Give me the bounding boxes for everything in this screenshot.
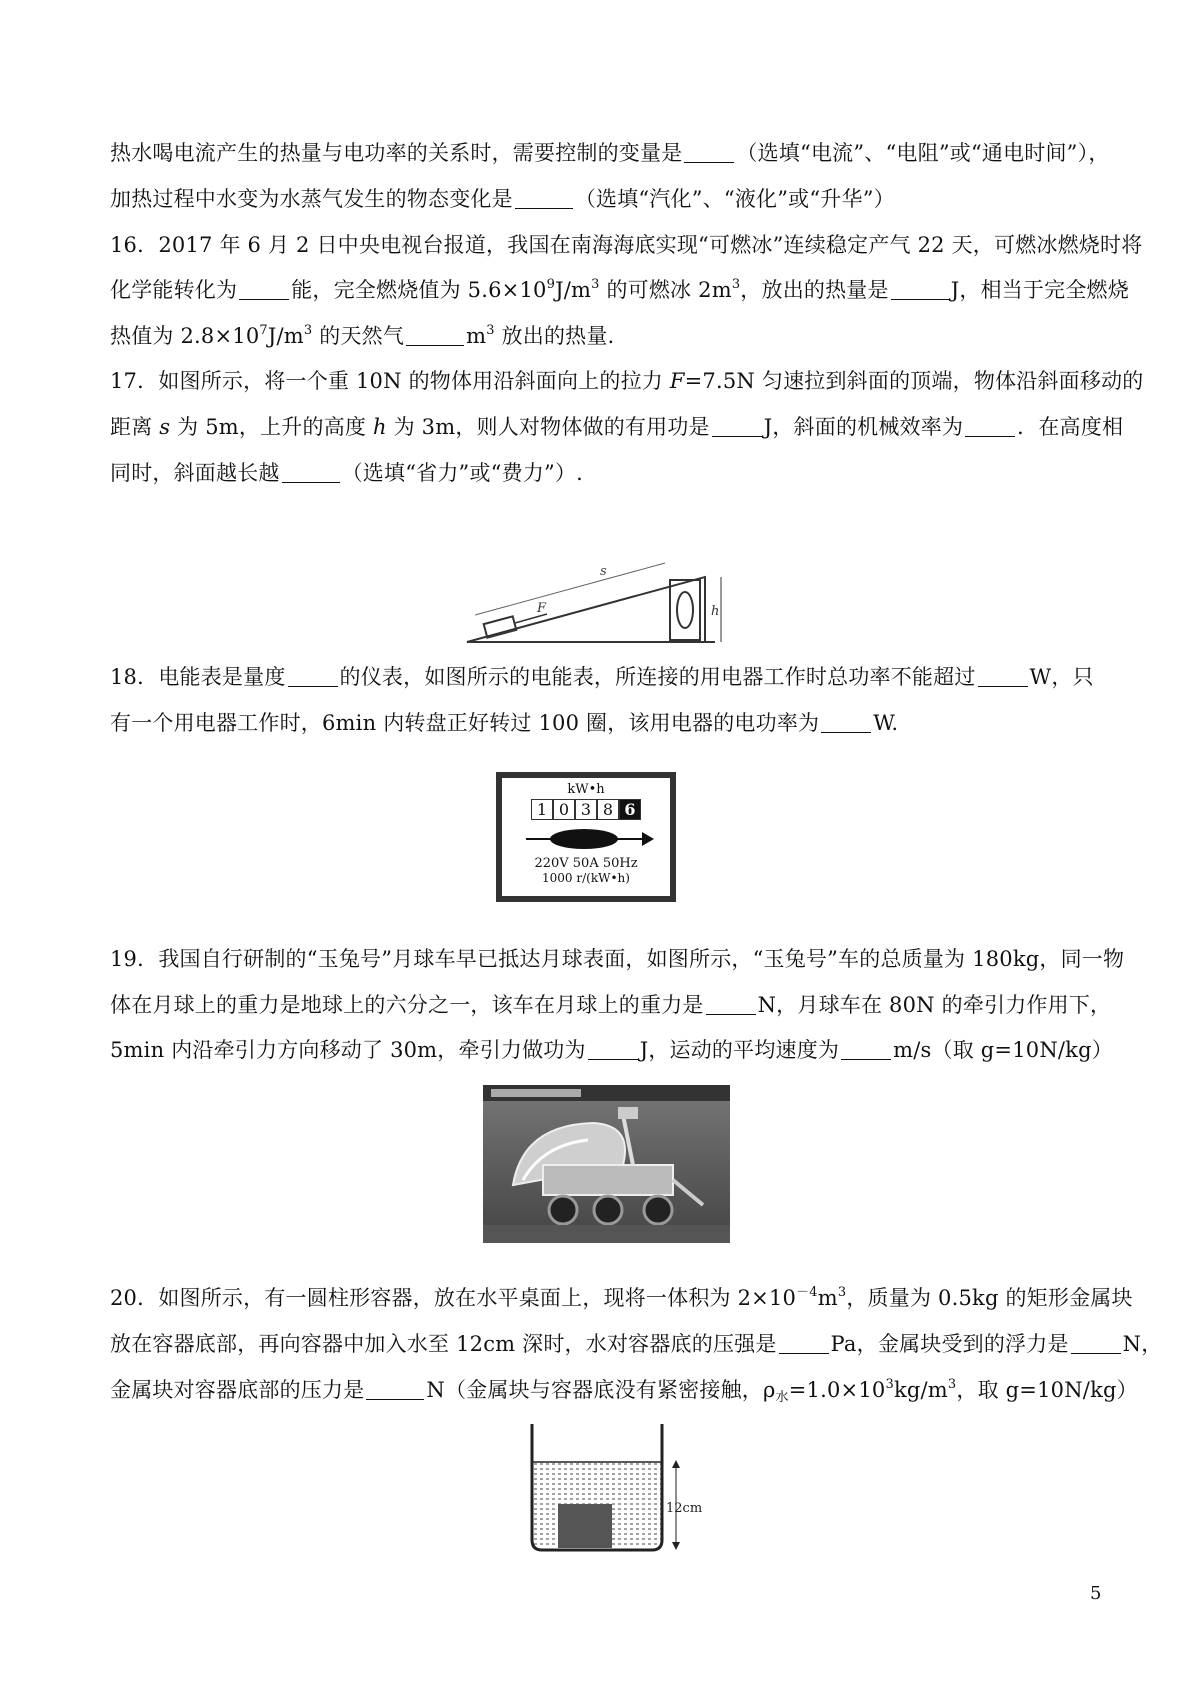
q19-text: J，运动的平均速度为 (639, 1038, 840, 1062)
answer-blank[interactable] (684, 142, 734, 163)
meter-digit: 1 (531, 799, 553, 820)
q20-text: ，质量为 0.5kg 的矩形金属块 (846, 1286, 1133, 1310)
q20-text: ，取 g=10N/kg） (956, 1378, 1138, 1402)
superscript: 3 (591, 277, 600, 292)
q20-text: 20．如图所示，有一圆柱形容器，放在水平桌面上，现将一体积为 2×10 (110, 1286, 797, 1310)
answer-blank[interactable] (1071, 1333, 1121, 1354)
q16-text: J，相当于完全燃烧 (950, 278, 1129, 302)
q17-text: 为 3m，则人对物体做的有用功是 (386, 415, 710, 439)
q18-text: 的仪表，如图所示的电能表，所连接的用电器工作时总功率不能超过 (339, 665, 976, 689)
q18-text: 18．电能表是量度 (110, 665, 286, 689)
lunar-rover-photo (483, 1085, 730, 1243)
label-s: s (600, 564, 607, 579)
q17-text: J，斜面的机械效率为 (763, 415, 964, 439)
superscript: 9 (546, 277, 556, 292)
q16-text: 热值为 2.8×10 (110, 324, 260, 348)
superscript: －4 (796, 1285, 818, 1300)
meter-disc-icon (502, 822, 670, 856)
q17-line-3 (110, 458, 583, 488)
q15-line-1 (110, 138, 1110, 168)
q16-text: 化学能转化为 (110, 278, 238, 302)
answer-blank[interactable] (821, 712, 871, 733)
meter-digit: 8 (597, 799, 619, 820)
superscript: 3 (885, 1377, 894, 1392)
q16-line-2 (110, 275, 1129, 305)
subscript: 水 (775, 1390, 789, 1405)
superscript: 3 (486, 323, 495, 338)
container-figure (528, 1422, 703, 1554)
distance-arrow-s (475, 563, 665, 615)
support-block (670, 580, 700, 640)
q16-text: J/m (555, 278, 592, 302)
meter-spec: 220V 50A 50Hz (534, 856, 638, 871)
q20-line-1 (110, 1283, 1133, 1313)
q16-text: ，放出的热量是 (740, 278, 889, 302)
q17-text: 为 5m，上升的高度 (170, 415, 373, 439)
answer-blank[interactable] (706, 994, 756, 1015)
answer-blank[interactable] (712, 416, 762, 437)
q20-text: kg/m (893, 1378, 948, 1402)
electricity-meter (496, 772, 676, 902)
q16-text: 的天然气 (312, 324, 405, 348)
q20-text: N， (1122, 1332, 1163, 1356)
q20-line-2 (110, 1329, 1162, 1359)
answer-blank[interactable] (288, 666, 338, 687)
meter-rate: 1000 r/(kW•h) (542, 871, 630, 885)
q17-text: （选填“省力”或“费力”）. (341, 461, 584, 485)
meter-digit-highlight: 6 (619, 799, 641, 820)
q17-var-s: s (159, 415, 171, 439)
q20-text: m (817, 1286, 838, 1310)
answer-blank[interactable] (965, 416, 1015, 437)
q16-text: 放出的热量. (494, 324, 615, 348)
q19-text: 19．我国自行研制的“玉兔号”月球车早已抵达月球表面，如图所示，“玉兔号”车的总质量为 180kg，同一物 (110, 947, 1125, 971)
q16-text: 的可燃冰 2m (599, 278, 732, 302)
label-F: F (537, 601, 547, 616)
answer-blank[interactable] (779, 1333, 829, 1354)
answer-blank[interactable] (978, 666, 1028, 687)
q18-text: 有一个用电器工作时，6min 内转盘正好转过 100 圈，该用电器的电功率为 (110, 711, 820, 735)
q18-text: W. (873, 711, 899, 735)
arrow-head-down (672, 1542, 680, 1550)
q20-text: 放在容器底部，再向容器中加入水至 12cm 深时，水对容器底的压强是 (110, 1332, 777, 1356)
page-number: 5 (1090, 1583, 1102, 1604)
answer-blank[interactable] (366, 1379, 424, 1400)
q18-text: W，只 (1029, 665, 1094, 689)
block-object (484, 616, 517, 637)
meter-digit: 0 (553, 799, 575, 820)
q16-line-1 (110, 230, 1142, 260)
q16-text: 能，完全燃烧值为 5.6×10 (291, 278, 547, 302)
q15-text: （选填“汽化”、“液化”或“升华”） (574, 187, 895, 211)
answer-blank[interactable] (282, 462, 340, 483)
superscript: 3 (731, 277, 741, 292)
superscript: 3 (303, 323, 313, 338)
q17-line-2 (110, 412, 1123, 442)
q19-line-2 (110, 990, 1111, 1020)
q16-text: J/m (267, 324, 304, 348)
q15-text: 加热过程中水变为水蒸气发生的物态变化是 (110, 187, 513, 211)
q20-text: 金属块对容器底部的压力是 (110, 1378, 365, 1402)
depth-label: 12cm (666, 1501, 703, 1516)
superscript: 3 (947, 1377, 957, 1392)
superscript: 3 (837, 1285, 847, 1300)
answer-blank[interactable] (406, 325, 464, 346)
q20-line-3 (110, 1375, 1138, 1405)
q18-line-2 (110, 708, 898, 738)
q16-line-3 (110, 321, 614, 351)
meter-digits (502, 799, 670, 820)
q17-line-1 (110, 366, 1143, 396)
q16-text: 16．2017 年 6 月 2 日中央电视台报道，我国在南海海底实现“可燃冰”连续稳定产气 22 天，可燃冰燃烧时将 (110, 233, 1143, 257)
q15-line-2 (110, 184, 895, 214)
label-h: h (711, 604, 720, 619)
meter-unit: kW•h (567, 782, 605, 797)
answer-blank[interactable] (588, 1039, 638, 1060)
superscript: 7 (259, 323, 268, 338)
q19-text: 体在月球上的重力是地球上的六分之一，该车在月球上的重力是 (110, 993, 704, 1017)
incline-figure (465, 535, 730, 650)
support-decoration (677, 592, 693, 628)
q20-text: Pa，金属块受到的浮力是 (830, 1332, 1069, 1356)
q17-text: =7.5N 匀速拉到斜面的顶端，物体沿斜面移动的 (684, 369, 1144, 393)
q19-text: N，月球车在 80N 的牵引力作用下， (757, 993, 1112, 1017)
q19-line-1 (110, 944, 1124, 974)
q20-text: =1.0×10 (788, 1378, 886, 1402)
answer-blank[interactable] (891, 279, 949, 300)
q15-text: 热水喝电流产生的热量与电功率的关系时，需要控制的变量是 (110, 141, 683, 165)
q15-text: （选填“电流”、“电阻”或“通电时间”）， (736, 141, 1110, 165)
q20-text: N（金属块与容器底没有紧密接触，ρ (426, 1378, 776, 1402)
q16-text: m (466, 324, 487, 348)
q17-text: ．在高度相 (1017, 415, 1124, 439)
q19-text: m/s（取 g=10N/kg） (893, 1038, 1113, 1062)
q17-text: 同时，斜面越长越 (110, 461, 280, 485)
answer-blank[interactable] (515, 188, 573, 209)
q17-var-h: h (372, 415, 387, 439)
q19-line-3 (110, 1035, 1113, 1065)
meter-digit: 3 (575, 799, 597, 820)
answer-blank[interactable] (841, 1039, 891, 1060)
q17-text: 17．如图所示，将一个重 10N 的物体用沿斜面向上的拉力 (110, 369, 670, 393)
q17-text: 距离 (110, 415, 160, 439)
metal-block (558, 1504, 612, 1548)
arrow-head-up (672, 1460, 680, 1468)
q19-text: 5min 内沿牵引力方向移动了 30m，牵引力做功为 (110, 1038, 586, 1062)
q18-line-1 (110, 662, 1094, 692)
q17-var-F: F (669, 369, 685, 393)
answer-blank[interactable] (239, 279, 289, 300)
